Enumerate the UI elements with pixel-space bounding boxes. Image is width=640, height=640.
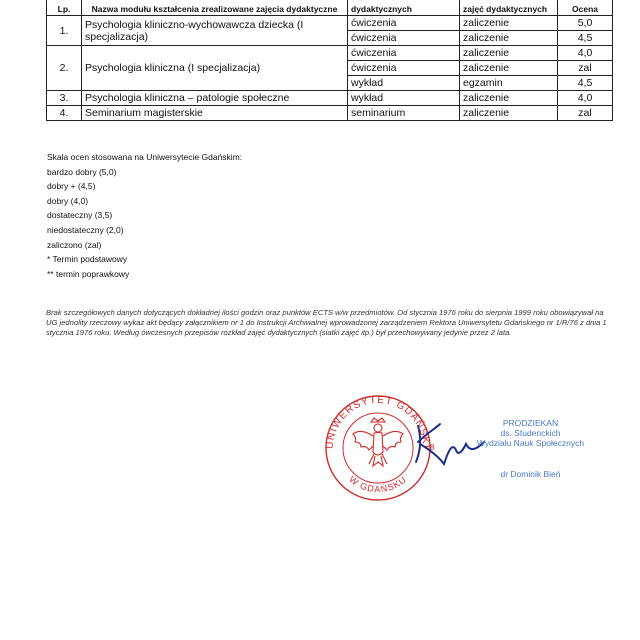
signatory-line1: ds. Studenckich bbox=[500, 428, 561, 438]
archival-note: Brak szczegółowych danych dotyczących dokładnej ilości godzin oraz punktów ECTS w/w przedmiotów. Od stycznia 1976 roku do sierpnia 1999 roku obowiązywał na UG jednolity rzeczowy wykaz akt będący załącznikiem nr 1 do Instrukcji Archiwalnej wprowadzonej zarządzeniem Rektora Uniwersytetu Gdańskiego nr 1/R/76 z dnia 1 stycznia 1976 roku. Według ówczesnych przepisów rozkład zajęć dydaktycznych (siatki zajęć itp.) był przechowywany jedynie przez 2 lata. bbox=[46, 308, 607, 337]
seal-top-text: UNIWERSYTET GDAŃSKI bbox=[324, 394, 432, 450]
row-module: Psychologia kliniczno-wychowawcza dziecka (I specjalizacja) bbox=[82, 16, 348, 46]
header-credit: zajęć dydaktycznych bbox=[460, 0, 558, 16]
row-lp: 4. bbox=[47, 106, 82, 121]
row-credit: zaliczenie bbox=[460, 46, 558, 61]
row-module: Seminarium magisterskie bbox=[82, 106, 348, 121]
row-grade: zal bbox=[558, 61, 613, 76]
row-grade: 4,5 bbox=[558, 31, 613, 46]
grades-table bbox=[46, 0, 613, 121]
table-row bbox=[47, 16, 613, 31]
row-form: ćwiczenia bbox=[348, 16, 460, 31]
header-lp: Lp. bbox=[47, 0, 82, 16]
row-lp: 1. bbox=[47, 16, 82, 46]
signatory-title: PRODZIEKAN bbox=[502, 418, 559, 428]
header-grade: Ocena bbox=[558, 0, 613, 16]
row-lp: 2. bbox=[47, 46, 82, 91]
row-credit: egzamin bbox=[460, 76, 558, 91]
grading-scale bbox=[47, 150, 242, 281]
grading-scale-item: ** termin poprawkowy bbox=[47, 268, 130, 279]
signatory-line2: Wydziału Nauk Społecznych bbox=[476, 438, 585, 448]
grading-scale-item: dobry (4,0) bbox=[47, 195, 89, 206]
row-grade: 5,0 bbox=[558, 16, 613, 31]
eagle-emblem-icon bbox=[353, 418, 403, 466]
row-module: Psychologia kliniczna – patologie społeczne bbox=[82, 91, 348, 106]
row-module: Psychologia kliniczna (I specjalizacja) bbox=[82, 46, 348, 91]
row-credit: zaliczenie bbox=[460, 16, 558, 31]
row-form: wykład bbox=[348, 76, 460, 91]
row-credit: zaliczenie bbox=[460, 61, 558, 76]
row-form: seminarium bbox=[348, 106, 460, 121]
table-row bbox=[47, 46, 613, 61]
row-grade: 4,0 bbox=[558, 46, 613, 61]
grading-scale-item: niedostateczny (2,0) bbox=[47, 224, 124, 235]
header-form: dydaktycznych bbox=[348, 0, 460, 16]
table-row bbox=[47, 91, 613, 106]
grading-scale-title: Skala ocen stosowana na Uniwersytecie Gdańskim: bbox=[47, 152, 243, 162]
svg-text:W GDAŃSKU bbox=[347, 474, 408, 494]
row-grade: zal bbox=[558, 106, 613, 121]
seal-number: 8 bbox=[430, 443, 435, 452]
row-form: ćwiczenia bbox=[348, 31, 460, 46]
seal-bottom-text: W GDAŃSKU bbox=[347, 474, 409, 495]
grading-scale-item: * Termin podstawowy bbox=[47, 254, 128, 265]
signatory-block bbox=[448, 418, 613, 479]
signatory-name: dr Dominik Bień bbox=[500, 469, 561, 479]
row-credit: zaliczenie bbox=[460, 91, 558, 106]
row-form: wykład bbox=[348, 91, 460, 106]
row-lp: 3. bbox=[47, 91, 82, 106]
row-grade: 4,5 bbox=[558, 76, 613, 91]
grading-scale-item: dobry + (4,5) bbox=[47, 181, 96, 192]
grading-scale-item: dostateczny (3,5) bbox=[47, 210, 113, 221]
row-grade: 4,0 bbox=[558, 91, 613, 106]
row-form: ćwiczenia bbox=[348, 61, 460, 76]
table-row bbox=[47, 106, 613, 121]
row-credit: zaliczenie bbox=[460, 31, 558, 46]
row-credit: zaliczenie bbox=[460, 106, 558, 121]
header-module: Nazwa modułu kształcenia zrealizowane zajęcia dydaktyczne bbox=[82, 0, 348, 16]
table-header-row bbox=[47, 0, 613, 16]
grading-scale-item: zaliczono (zal) bbox=[47, 239, 102, 250]
row-form: ćwiczenia bbox=[348, 46, 460, 61]
grading-scale-item: bardzo dobry (5,0) bbox=[47, 166, 117, 177]
